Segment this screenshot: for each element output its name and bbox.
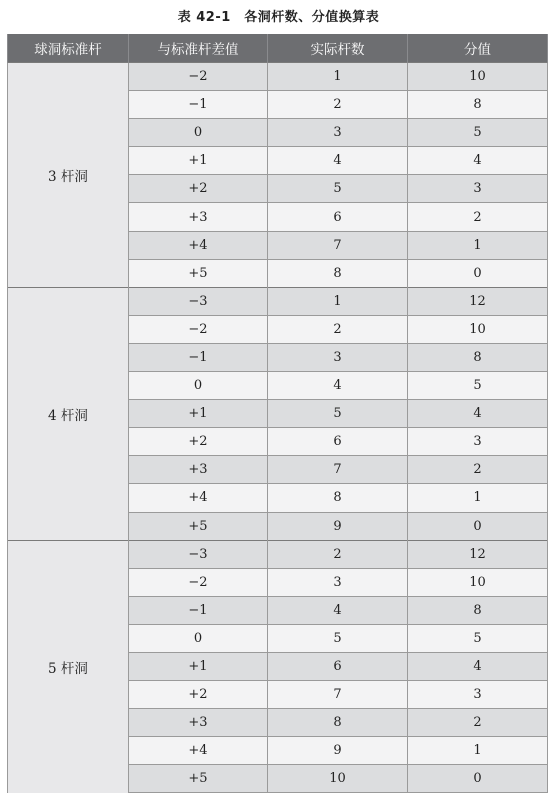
actual-strokes-cell: 2 bbox=[268, 91, 408, 119]
table-body bbox=[8, 63, 548, 793]
score-cell: 1 bbox=[408, 231, 548, 259]
score-cell: 3 bbox=[408, 175, 548, 203]
par-difference-cell: +3 bbox=[129, 456, 268, 484]
score-cell: 2 bbox=[408, 203, 548, 231]
score-cell: 10 bbox=[408, 568, 548, 596]
score-cell: 10 bbox=[408, 63, 548, 91]
actual-strokes-cell: 8 bbox=[268, 259, 408, 287]
score-cell: 1 bbox=[408, 737, 548, 765]
score-cell: 0 bbox=[408, 765, 548, 793]
par-difference-cell: +1 bbox=[129, 400, 268, 428]
header-par-difference: 与标准杆差值 bbox=[129, 34, 268, 63]
par-difference-cell: +2 bbox=[129, 175, 268, 203]
par-difference-cell: +4 bbox=[129, 484, 268, 512]
par-difference-cell: +3 bbox=[129, 709, 268, 737]
par-difference-cell: 0 bbox=[129, 624, 268, 652]
actual-strokes-cell: 3 bbox=[268, 119, 408, 147]
actual-strokes-cell: 7 bbox=[268, 231, 408, 259]
par-difference-cell: −3 bbox=[129, 287, 268, 315]
score-cell: 5 bbox=[408, 372, 548, 400]
actual-strokes-cell: 1 bbox=[268, 287, 408, 315]
score-cell: 12 bbox=[408, 287, 548, 315]
score-cell: 2 bbox=[408, 456, 548, 484]
actual-strokes-cell: 5 bbox=[268, 400, 408, 428]
score-conversion-table bbox=[7, 34, 548, 793]
score-cell: 4 bbox=[408, 400, 548, 428]
score-cell: 10 bbox=[408, 315, 548, 343]
par-difference-cell: +5 bbox=[129, 512, 268, 540]
score-cell: 4 bbox=[408, 147, 548, 175]
actual-strokes-cell: 5 bbox=[268, 175, 408, 203]
score-cell: 5 bbox=[408, 119, 548, 147]
actual-strokes-cell: 3 bbox=[268, 343, 408, 371]
par-difference-cell: −2 bbox=[129, 315, 268, 343]
table-row bbox=[8, 540, 548, 568]
table-caption: 表 42-1 各洞杆数、分值换算表 bbox=[177, 10, 380, 25]
par-difference-cell: +1 bbox=[129, 652, 268, 680]
actual-strokes-cell: 6 bbox=[268, 652, 408, 680]
par-difference-cell: +4 bbox=[129, 231, 268, 259]
score-cell: 8 bbox=[408, 596, 548, 624]
par-difference-cell: 0 bbox=[129, 372, 268, 400]
par-difference-cell: −3 bbox=[129, 540, 268, 568]
table-row bbox=[8, 287, 548, 315]
par-difference-cell: −1 bbox=[129, 91, 268, 119]
actual-strokes-cell: 8 bbox=[268, 484, 408, 512]
score-cell: 12 bbox=[408, 540, 548, 568]
par-difference-cell: −2 bbox=[129, 568, 268, 596]
score-cell: 3 bbox=[408, 681, 548, 709]
actual-strokes-cell: 6 bbox=[268, 428, 408, 456]
par-difference-cell: −2 bbox=[129, 63, 268, 91]
header-score: 分值 bbox=[408, 34, 548, 63]
actual-strokes-cell: 4 bbox=[268, 147, 408, 175]
actual-strokes-cell: 9 bbox=[268, 737, 408, 765]
actual-strokes-cell: 5 bbox=[268, 624, 408, 652]
header-hole-par: 球洞标准杆 bbox=[8, 34, 129, 63]
par-difference-cell: +4 bbox=[129, 737, 268, 765]
par-difference-cell: +1 bbox=[129, 147, 268, 175]
hole-par-group-label: 5 杆洞 bbox=[8, 540, 129, 793]
par-difference-cell: −1 bbox=[129, 596, 268, 624]
actual-strokes-cell: 4 bbox=[268, 596, 408, 624]
table-row bbox=[8, 63, 548, 91]
actual-strokes-cell: 7 bbox=[268, 681, 408, 709]
score-cell: 5 bbox=[408, 624, 548, 652]
actual-strokes-cell: 1 bbox=[268, 63, 408, 91]
actual-strokes-cell: 2 bbox=[268, 315, 408, 343]
header-row bbox=[8, 34, 548, 63]
actual-strokes-cell: 2 bbox=[268, 540, 408, 568]
actual-strokes-cell: 3 bbox=[268, 568, 408, 596]
par-difference-cell: +2 bbox=[129, 681, 268, 709]
hole-par-group-label: 3 杆洞 bbox=[8, 63, 129, 288]
actual-strokes-cell: 10 bbox=[268, 765, 408, 793]
score-cell: 1 bbox=[408, 484, 548, 512]
score-cell: 3 bbox=[408, 428, 548, 456]
actual-strokes-cell: 9 bbox=[268, 512, 408, 540]
score-cell: 0 bbox=[408, 259, 548, 287]
score-cell: 4 bbox=[408, 652, 548, 680]
score-cell: 2 bbox=[408, 709, 548, 737]
actual-strokes-cell: 6 bbox=[268, 203, 408, 231]
par-difference-cell: +5 bbox=[129, 259, 268, 287]
actual-strokes-cell: 8 bbox=[268, 709, 408, 737]
par-difference-cell: 0 bbox=[129, 119, 268, 147]
actual-strokes-cell: 4 bbox=[268, 372, 408, 400]
score-cell: 8 bbox=[408, 343, 548, 371]
header-actual-strokes: 实际杆数 bbox=[268, 34, 408, 63]
hole-par-group-label: 4 杆洞 bbox=[8, 287, 129, 540]
actual-strokes-cell: 7 bbox=[268, 456, 408, 484]
table-header bbox=[8, 34, 548, 63]
par-difference-cell: +3 bbox=[129, 203, 268, 231]
par-difference-cell: +5 bbox=[129, 765, 268, 793]
score-cell: 0 bbox=[408, 512, 548, 540]
par-difference-cell: +2 bbox=[129, 428, 268, 456]
par-difference-cell: −1 bbox=[129, 343, 268, 371]
score-cell: 8 bbox=[408, 91, 548, 119]
